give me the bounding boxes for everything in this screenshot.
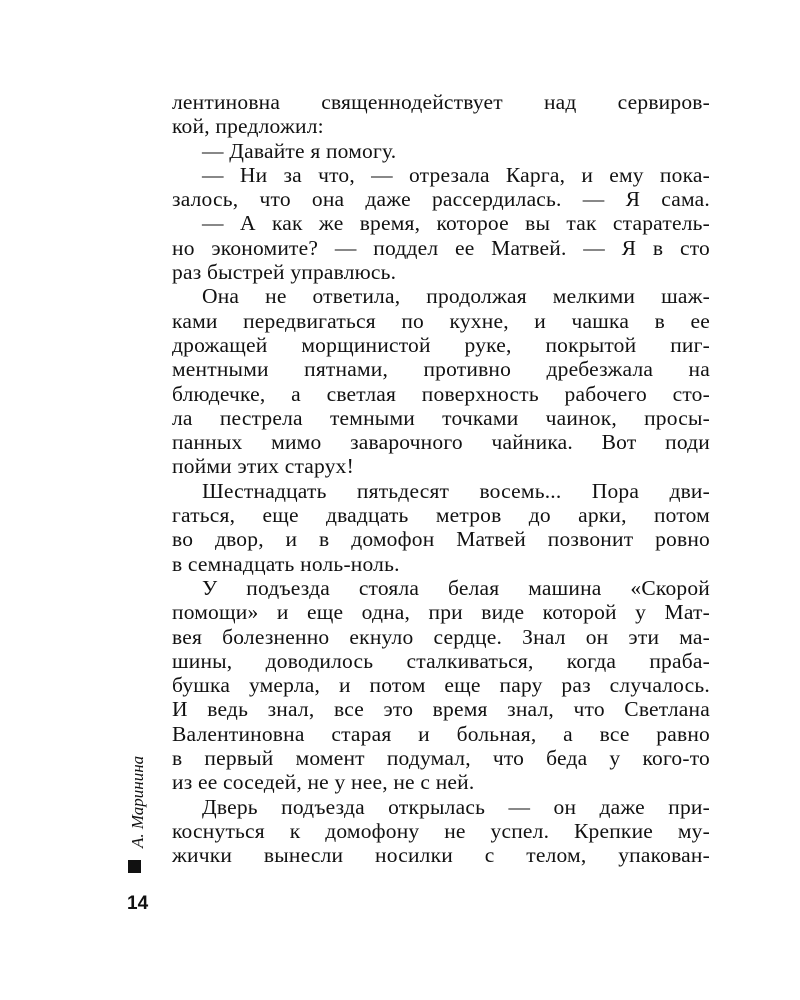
text-line: Дверь подъезда открылась — он даже при-	[202, 794, 710, 819]
text-line: гаться, еще двадцать метров до арки, потом	[172, 503, 710, 528]
text-line: кой, предложил:	[172, 114, 324, 139]
text-line: коснуться к домофону не успел. Крепкие му-	[172, 818, 710, 843]
text-line: ками передвигаться по кухне, и чашка в ее	[172, 308, 710, 333]
text-line: во двор, и в домофон Матвей позвонит ровно	[172, 527, 710, 552]
text-line: И ведь знал, все это время знал, что Светлана	[172, 697, 710, 722]
text-line: — Ни за что, — отрезала Карга, и ему пока-	[202, 162, 710, 187]
text-line: — Давайте я помогу.	[202, 138, 397, 163]
text-line: шины, доводилось сталкиваться, когда праба-	[172, 648, 710, 673]
text-line: дрожащей морщинистой руке, покрытой пиг-	[172, 332, 710, 357]
text-line: жички вынесли носилки с телом, упакован-	[172, 843, 710, 868]
text-line: ла пестрела темными точками чаинок, просы-	[172, 405, 710, 430]
body-text	[172, 90, 710, 868]
text-line: бушка умерла, и потом еще пару раз случалось.	[172, 673, 710, 698]
text-line: в семнадцать ноль-ноль.	[172, 551, 400, 576]
text-line: ментными пятнами, противно дребезжала на	[172, 357, 710, 382]
text-line: Шестнадцать пятьдесят восемь... Пора дви-	[202, 478, 710, 503]
running-head-author: А. Маринина	[128, 755, 147, 848]
text-line: но экономите? — поддел ее Матвей. — Я в сто	[172, 235, 710, 260]
text-line: из ее соседей, не у нее, не с ней.	[172, 770, 475, 795]
text-line: помощи» и еще одна, при виде которой у Мат-	[172, 600, 710, 625]
text-line: Она не ответила, продолжая мелкими шаж-	[202, 284, 710, 309]
square-marker-icon	[128, 860, 141, 873]
text-line: — А как же время, которое вы так старатель-	[202, 211, 710, 236]
text-line: вея болезненно екнуло сердце. Знал он эти ма-	[172, 624, 710, 649]
text-line: в первый момент подумал, что беда у кого-то	[172, 746, 710, 771]
text-line: блюдечке, а светлая поверхность рабочего сто-	[172, 381, 710, 406]
text-line: залось, что она даже рассердилась. — Я сама.	[172, 187, 710, 212]
text-line: панных мимо заварочного чайника. Вот поди	[172, 430, 710, 455]
text-line: лентиновна священнодействует над сервиров-	[172, 90, 710, 114]
text-line: пойми этих старух!	[172, 454, 354, 479]
text-line: Валентиновна старая и больная, а все равно	[172, 721, 710, 746]
text-line: раз быстрей управлюсь.	[172, 260, 397, 285]
page-number: 14	[127, 893, 149, 914]
text-line: У подъезда стояла белая машина «Скорой	[202, 575, 710, 600]
